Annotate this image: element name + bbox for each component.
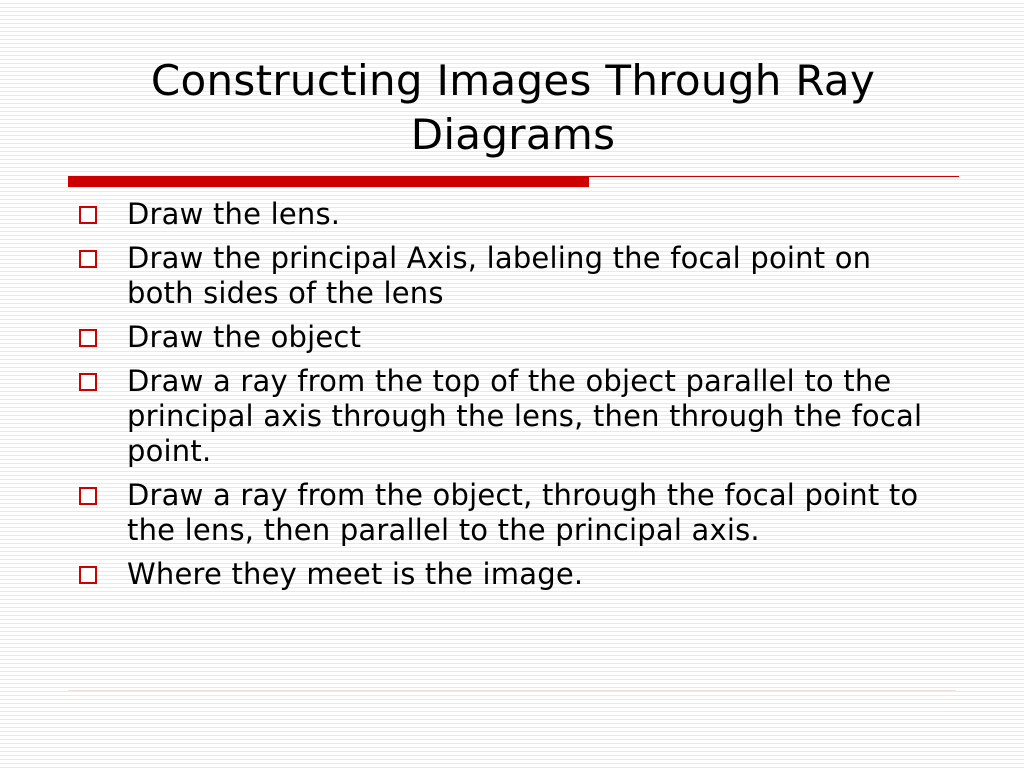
title-underline-thick xyxy=(68,176,589,187)
hollow-square-bullet-icon xyxy=(79,250,97,268)
hollow-square-bullet-icon xyxy=(79,373,97,391)
bullet-text: Draw a ray from the top of the object parallel to the principal axis through the lens, then through the focal point. xyxy=(127,364,923,468)
bullet-item xyxy=(76,241,936,311)
bullet-item xyxy=(76,320,936,355)
title-underline-thin xyxy=(589,176,959,177)
bullet-item xyxy=(76,364,936,469)
footer-divider xyxy=(68,690,956,691)
bullet-text: Draw a ray from the object, through the focal point to the lens, then parallel to the principal axis. xyxy=(127,478,919,547)
slide-title: Constructing Images Through Ray Diagrams xyxy=(150,56,876,159)
bullet-list xyxy=(76,197,936,601)
bullet-text: Draw the principal Axis, labeling the focal point on both sides of the lens xyxy=(127,241,872,310)
bullet-text: Draw the lens. xyxy=(127,197,341,231)
hollow-square-bullet-icon xyxy=(79,487,97,505)
bullet-item xyxy=(76,197,936,232)
bullet-text: Draw the object xyxy=(127,320,362,354)
bullet-item xyxy=(76,557,936,592)
hollow-square-bullet-icon xyxy=(79,206,97,224)
hollow-square-bullet-icon xyxy=(79,329,97,347)
bullet-item xyxy=(76,478,936,548)
bullet-text: Where they meet is the image. xyxy=(127,557,584,591)
hollow-square-bullet-icon xyxy=(79,566,97,584)
